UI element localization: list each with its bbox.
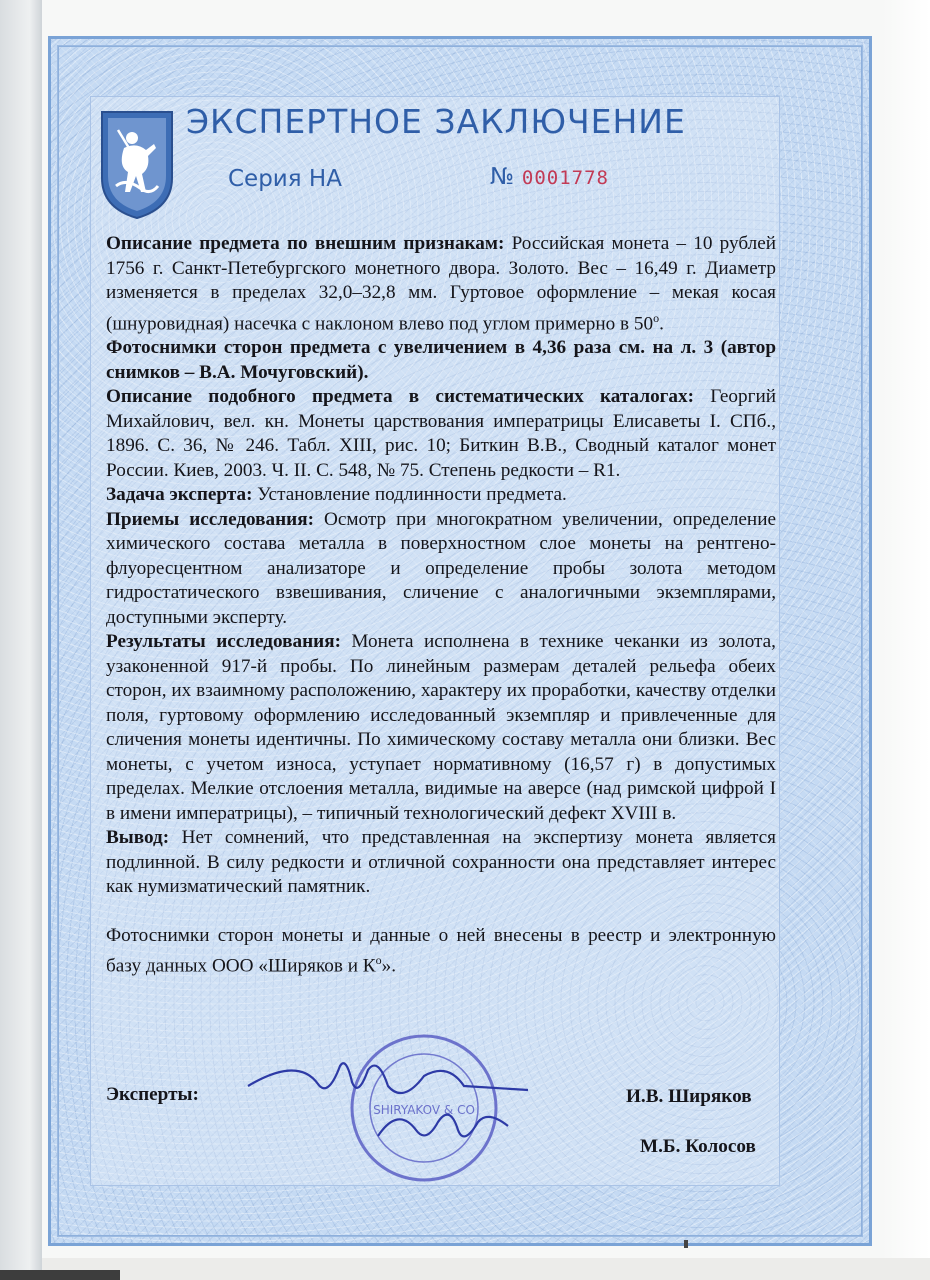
section-text-end: . <box>659 312 664 334</box>
page-bottom-edge <box>42 1258 930 1280</box>
round-seal-icon <box>352 1036 496 1180</box>
registry-note <box>106 924 776 979</box>
moscow-coat-of-arms-icon <box>96 108 178 220</box>
section-label: Результаты исследования: <box>106 631 341 653</box>
section-text: Российская монета – 10 рублей 1756 г. Санкт-Петебургского монетного двора. Золото. Вес – 16,49 г. Диаметр изменяется в пределах 32,0–32,8 мм. Гуртовое оформление – мекая косая (шнуровидная) насечка с наклоном влево под углом примерно в 50 <box>106 233 776 334</box>
section-photos <box>106 336 776 385</box>
section-label: Описание подобного предмета в систематических каталогах: <box>106 386 694 408</box>
section-text: Осмотр при многократном увеличении, определение химического состава металла в поверхностном слое монеты на рентгено-флуоресцентном анализаторе и определение пробы золота методом гидростатического взвешивания, сличение с аналогичными экземплярами, доступными эксперту. <box>106 508 776 628</box>
section-label: Приемы исследования: <box>106 508 314 530</box>
expert-name: И.В. Ширяков <box>626 1086 752 1107</box>
section-description <box>106 232 776 336</box>
section-text: Установление подлинности предмета. <box>252 484 567 506</box>
expert-name: М.Б. Колосов <box>640 1136 756 1157</box>
experts-label: Эксперты: <box>106 1084 199 1105</box>
binding-spine <box>0 0 42 1280</box>
section-text: Георгий Михайлович, вел. кн. Монеты царствования императрицы Елисаветы I. СПб., 1896. С. 36, № 246. Табл. XIII, рис. 10; Биткин В.В., Сводный каталог монет России. Киев, 2003. Ч. II. С. 548, № 75. Степень редкости – R1. <box>106 386 776 481</box>
section-results <box>106 630 776 826</box>
section-text: Монета исполнена в технике чеканки из золота, узаконенной 917-й пробы. По линейным размерам деталей рельефа обеих сторон, их взаимному расположению, характеру их проработки, качеству отделки поля, гуртовому оформлению исследованный экземпляр и привлеченные для сличения монеты идентичны. По химическому составу металла они близки. Вес монеты, с учетом износа, уступает нормативному (16,57 г) в допустимых пределах. Мелкие отслоения металла, видимые на аверсе (над римской цифрой I в имени императрицы), – типичный технологический дефект XVIII в. <box>106 631 776 824</box>
registry-text: Фотоснимки сторон монеты и данные о ней внесены в реестр и электронную базу данных ООО «Ширяков и К <box>106 924 776 977</box>
section-label: Фотоснимки сторон предмета с увеличением в 4,36 раза см. на л. 3 (автор снимков – В.А. Мочуговский). <box>106 337 776 383</box>
section-text: Нет сомнений, что представленная на экспертизу монета является подлинной. В силу редкости и отличной сохранности она представляет интерес как нумизматический памятник. <box>106 827 776 898</box>
degree-mark: o <box>653 310 660 325</box>
paragraph-gap <box>106 900 776 924</box>
signature-kolosov-icon <box>378 1115 508 1137</box>
seal-and-signatures <box>228 1026 558 1186</box>
section-methods <box>106 508 776 631</box>
section-task <box>106 483 776 508</box>
document-title: ЭКСПЕРТНОЕ ЗАКЛЮЧЕНИЕ <box>186 102 686 141</box>
serial-number: 0001778 <box>521 167 609 189</box>
series-label: Серия НА <box>228 166 342 192</box>
cover-corner <box>0 1270 120 1280</box>
section-catalogs <box>106 385 776 483</box>
registry-end: ». <box>381 955 396 977</box>
page-tick <box>684 1240 688 1248</box>
document-number <box>490 164 609 190</box>
section-label: Вывод: <box>106 827 170 849</box>
section-label: Задача эксперта: <box>106 484 253 506</box>
registry-sup: о <box>375 953 382 968</box>
number-sign: № <box>490 164 514 190</box>
section-label: Описание предмета по внешним признакам: <box>106 233 505 254</box>
stamp-text: SHIRYAKOV & CO <box>373 1103 475 1117</box>
page-edge <box>882 0 930 1280</box>
section-conclusion <box>106 826 776 900</box>
expert-report-body <box>106 232 776 979</box>
